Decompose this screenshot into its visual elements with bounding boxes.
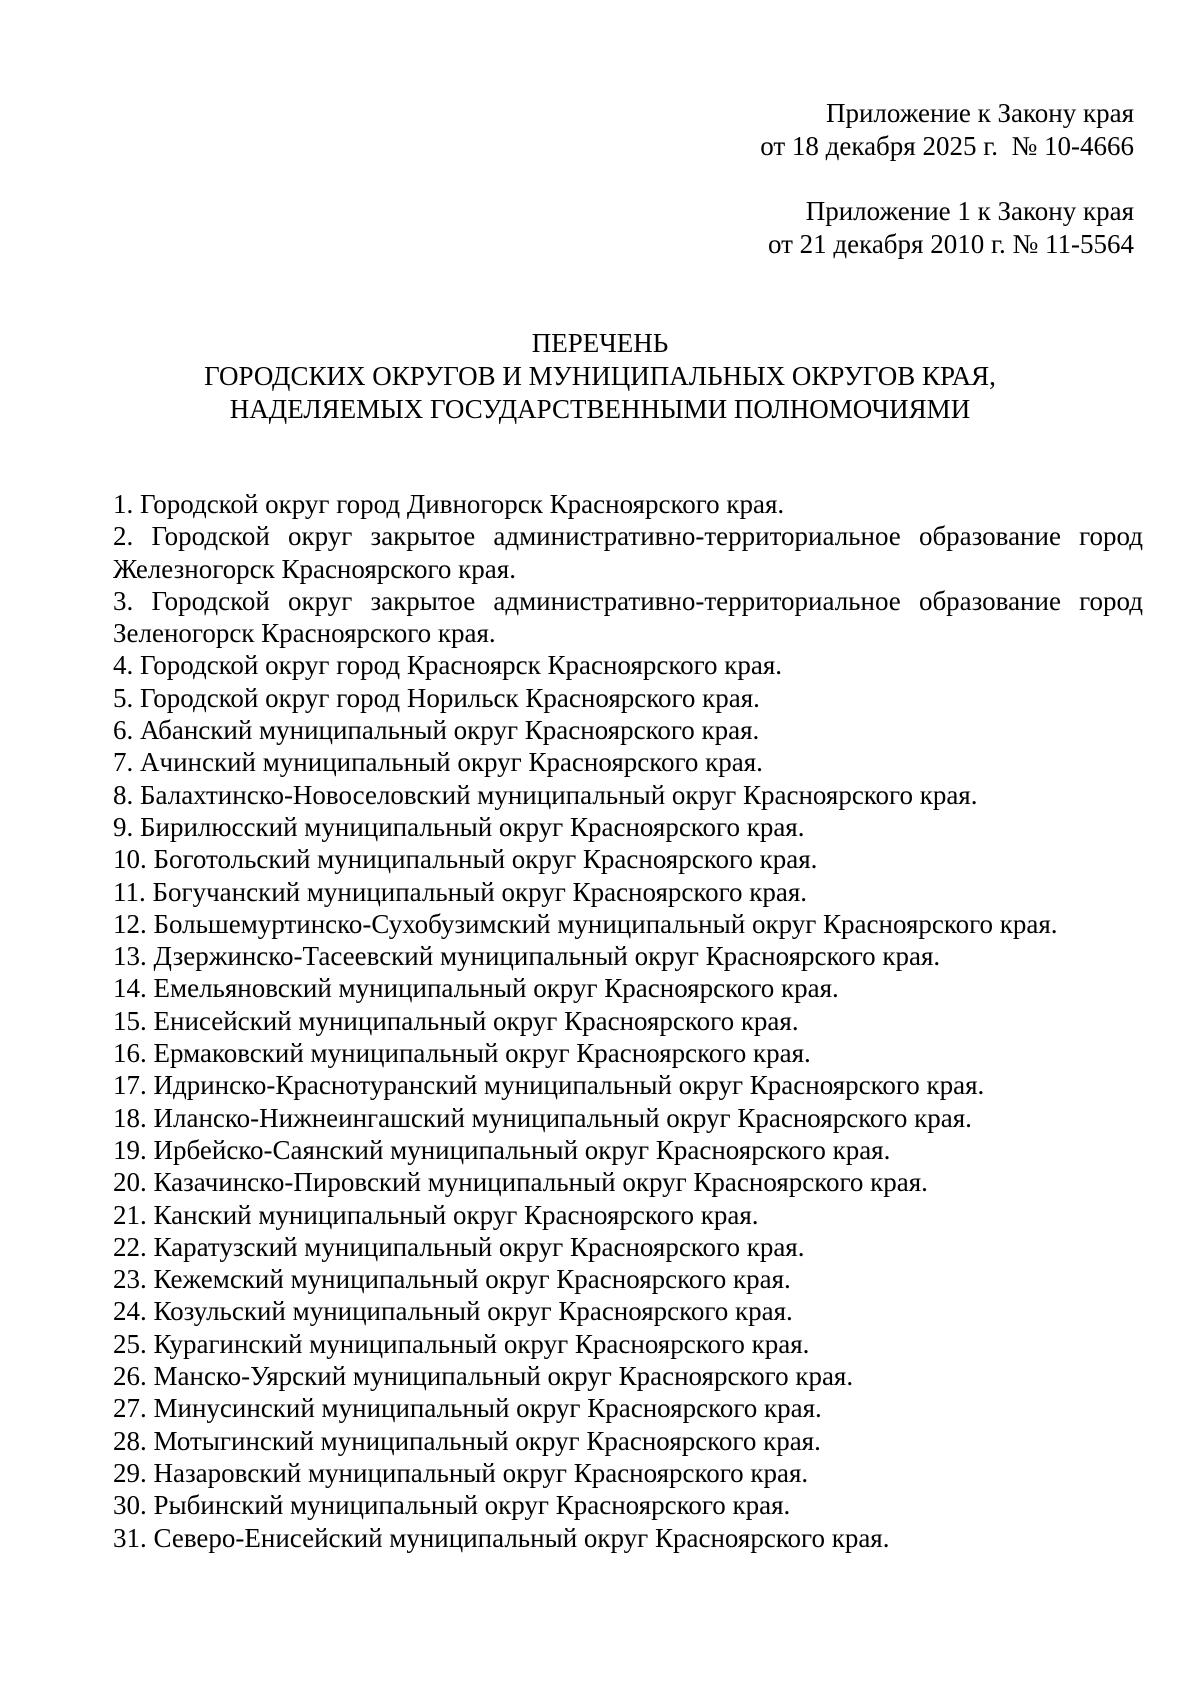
list-item: 24. Козульский муниципальный округ Красноярского края. xyxy=(113,1296,793,1327)
list-item: 5. Городской округ город Норильск Красноярского края. xyxy=(113,682,760,713)
list-item: 19. Ирбейско-Саянский муниципальный округ Красноярского края. xyxy=(113,1134,891,1165)
list-item: 16. Ермаковский муниципальный округ Красноярского края. xyxy=(113,1038,811,1069)
list-item: 4. Городской округ город Красноярск Красноярского края. xyxy=(113,650,782,681)
districts-list xyxy=(113,488,1143,1554)
list-item: 31. Северо-Енисейский муниципальный округ Красноярского края. xyxy=(113,1522,890,1553)
list-item: 10. Боготольский муниципальный округ Красноярского края. xyxy=(113,844,818,875)
title-line-3: НАДЕЛЯЕМЫХ ГОСУДАРСТВЕННЫМИ ПОЛНОМОЧИЯМИ xyxy=(229,394,971,424)
original-law-reference-line-2: от 21 декабря 2010 г. № 11-5564 xyxy=(767,229,1134,259)
list-item: 20. Казачинско-Пировский муниципальный округ Красноярского края. xyxy=(113,1167,928,1198)
amendment-reference xyxy=(760,97,1134,163)
original-law-reference-line-1: Приложение 1 к Закону края xyxy=(805,196,1134,226)
list-item: 27. Минусинский муниципальный округ Красноярского края. xyxy=(113,1393,822,1424)
list-item: 22. Каратузский муниципальный округ Красноярского края. xyxy=(113,1231,805,1262)
list-item: 17. Идринско-Краснотуранский муниципальный округ Красноярского края. xyxy=(113,1070,985,1101)
list-item: 21. Канский муниципальный округ Красноярского края. xyxy=(113,1199,759,1230)
list-item: 8. Балахтинско-Новоселовский муниципальный округ Красноярского края. xyxy=(113,779,978,810)
list-item: 12. Большемуртинско-Сухобузимский муниципальный округ Красноярского края. xyxy=(113,908,1058,939)
list-item: 15. Енисейский муниципальный округ Красноярского края. xyxy=(113,1005,799,1036)
list-item: 26. Манско-Уярский муниципальный округ Красноярского края. xyxy=(113,1361,854,1392)
original-law-reference xyxy=(768,195,1134,261)
list-item: 23. Кежемский муниципальный округ Красноярского края. xyxy=(113,1264,791,1295)
list-item: 29. Назаровский муниципальный округ Красноярского края. xyxy=(113,1457,809,1488)
list-item: 28. Мотыгинский муниципальный округ Красноярского края. xyxy=(113,1425,821,1456)
list-item: 2. Городской округ закрытое административно-территориальное образование город Железногорск Красноярского края. xyxy=(113,521,1143,584)
list-item: 6. Абанский муниципальный округ Красноярского края. xyxy=(113,715,760,746)
list-item: 30. Рыбинский муниципальный округ Красноярского края. xyxy=(113,1490,791,1521)
list-item: 1. Городской округ город Дивногорск Красноярского края. xyxy=(113,489,785,519)
list-item: 11. Богучанский муниципальный округ Красноярского края. xyxy=(113,876,808,907)
document-title xyxy=(0,327,1200,426)
list-item: 13. Дзержинско-Тасеевский муниципальный округ Красноярского края. xyxy=(113,941,941,972)
amendment-reference-line-1: Приложение к Закону края xyxy=(825,98,1134,128)
title-line-2: ГОРОДСКИХ ОКРУГОВ И МУНИЦИПАЛЬНЫХ ОКРУГОВ КРАЯ, xyxy=(204,361,996,391)
amendment-reference-line-2: от 18 декабря 2025 г. № 10-4666 xyxy=(760,131,1134,161)
list-item: 7. Ачинский муниципальный округ Красноярского края. xyxy=(113,747,763,778)
title-line-1: ПЕРЕЧЕНЬ xyxy=(531,328,669,358)
list-item: 14. Емельяновский муниципальный округ Красноярского края. xyxy=(113,973,839,1004)
list-item: 3. Городской округ закрытое административно-территориальное образование город Зеленогорск Красноярского края. xyxy=(113,585,1143,649)
list-item: 25. Курагинский муниципальный округ Красноярского края. xyxy=(113,1328,810,1359)
list-item: 9. Бирилюсский муниципальный округ Красноярского края. xyxy=(113,811,805,842)
list-item: 18. Иланско-Нижнеингашский муниципальный округ Красноярского края. xyxy=(113,1102,972,1133)
